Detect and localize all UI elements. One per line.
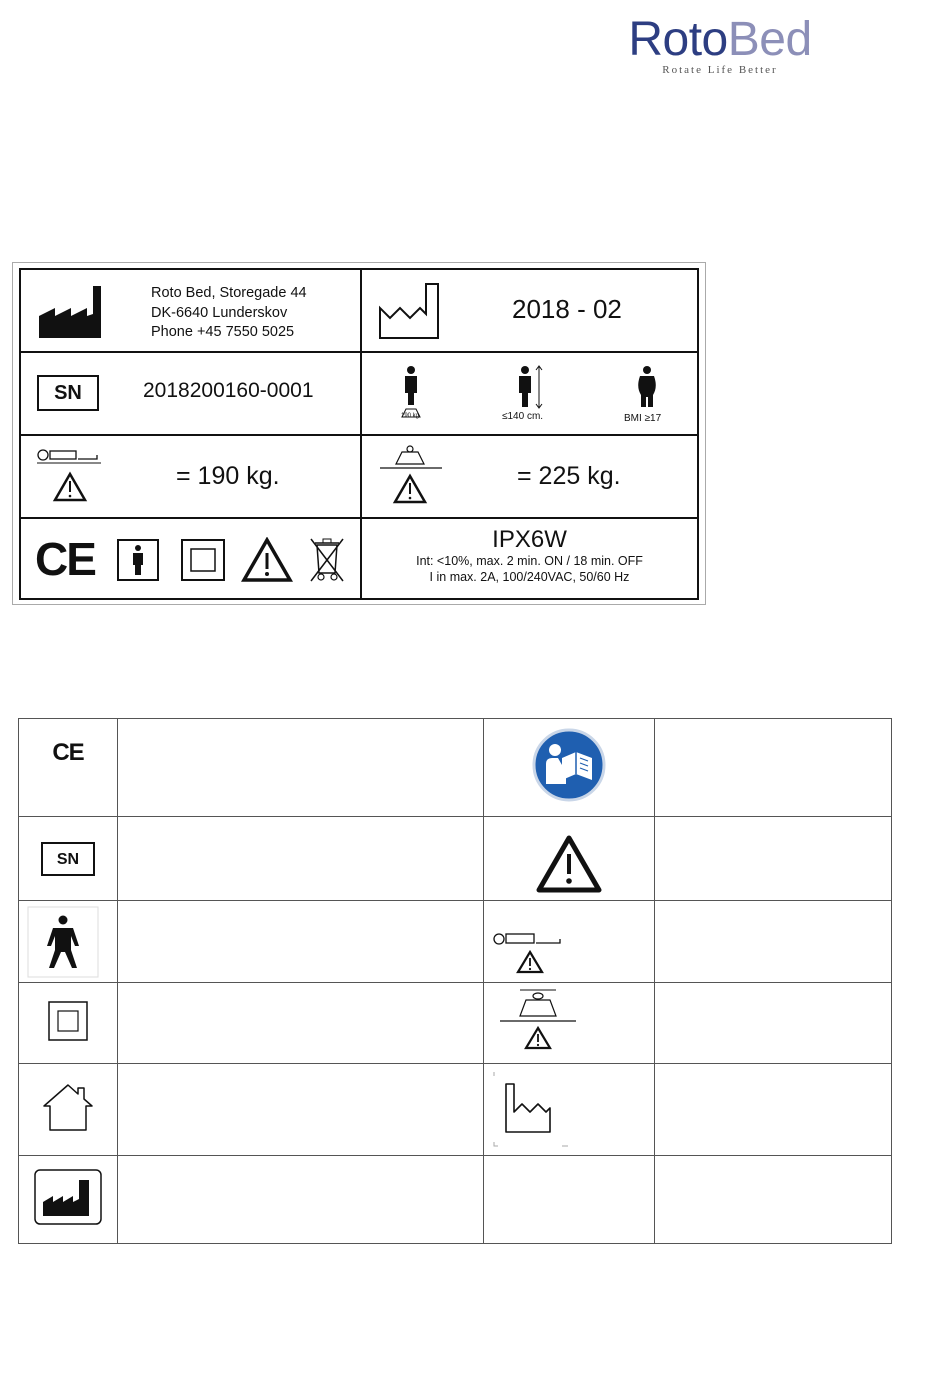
class-ii-icon — [48, 1001, 88, 1041]
weee-bin-icon — [307, 535, 347, 583]
max-patient-weight-cell — [21, 436, 362, 519]
manufacturer-icon — [33, 1168, 103, 1226]
power-spec: I in max. 2A, 100/240VAC, 50/60 Hz — [429, 570, 630, 584]
intermittent-spec: Int: <10%, max. 2 min. ON / 18 min. OFF — [416, 554, 643, 568]
table-row — [19, 1156, 892, 1244]
compliance-symbols-cell — [21, 519, 362, 598]
description-cell — [655, 719, 892, 817]
date-of-manufacture-icon — [378, 282, 440, 340]
symbol-cell — [484, 1156, 655, 1244]
serial-number: 2018200160-0001 — [143, 379, 314, 402]
manufacture-date-cell — [362, 270, 697, 353]
serial-cell — [21, 353, 362, 436]
description-cell — [117, 901, 483, 983]
max-patient-weight-icon — [35, 448, 105, 506]
sn-icon: SN — [37, 375, 99, 411]
description-cell — [117, 719, 483, 817]
description-cell — [117, 817, 483, 901]
description-cell — [117, 1064, 483, 1156]
safe-working-load-cell — [362, 436, 697, 519]
table-row — [19, 901, 892, 983]
height-label: ≤140 cm. — [502, 411, 544, 422]
product-label — [12, 262, 706, 605]
table-row — [19, 719, 892, 817]
description-cell — [655, 1064, 892, 1156]
company-logo — [620, 14, 820, 76]
table-row — [19, 983, 892, 1064]
symbol-cell — [19, 817, 118, 901]
warning-triangle-icon — [535, 834, 603, 894]
description-cell — [655, 817, 892, 901]
sn-icon: SN — [41, 842, 95, 876]
ce-mark-icon: CE — [35, 533, 95, 585]
weight-icon-label: 190 kg — [401, 413, 420, 419]
symbol-cell — [19, 1064, 118, 1156]
manufacturer-cell — [21, 270, 362, 353]
table-row — [19, 817, 892, 901]
table-row — [19, 1064, 892, 1156]
ip-rating-cell — [362, 519, 697, 598]
person-height-icon — [514, 365, 544, 411]
description-cell — [655, 983, 892, 1064]
class-ii-icon — [181, 539, 225, 581]
indoor-use-icon — [40, 1082, 96, 1132]
description-cell — [117, 983, 483, 1064]
manufacturer-address: Roto Bed, Storegade 44 DK-6640 Lunderskov Phone +45 7550 5025 — [151, 285, 307, 340]
description-cell — [117, 1156, 483, 1244]
patient-criteria-cell — [362, 353, 697, 436]
safe-working-load-value: = 225 kg. — [517, 462, 621, 490]
date-of-manufacture-icon — [492, 1070, 572, 1150]
symbol-cell — [484, 1064, 655, 1156]
symbol-cell — [484, 901, 655, 983]
symbol-cell — [19, 983, 118, 1064]
symbol-cell — [484, 983, 655, 1064]
logo-wordmark: RotoBed — [628, 13, 812, 66]
manufacturer-icon — [37, 284, 103, 340]
read-manual-icon — [532, 728, 606, 802]
ce-mark-icon: CE — [52, 739, 84, 766]
person-bmi-icon — [634, 365, 660, 411]
type-b-applied-part-icon — [27, 906, 99, 978]
bmi-label: BMI ≥17 — [624, 413, 662, 424]
manufacture-date: 2018 - 02 — [512, 294, 622, 324]
warning-triangle-icon — [241, 537, 293, 583]
description-cell — [655, 901, 892, 983]
symbol-cell — [19, 901, 118, 983]
symbol-cell — [484, 817, 655, 901]
logo-tagline: Rotate Life Better — [662, 64, 778, 76]
symbol-cell — [484, 719, 655, 817]
ip-rating: IPX6W — [492, 526, 567, 553]
description-cell — [655, 1156, 892, 1244]
symbol-cell — [19, 1156, 118, 1244]
max-patient-weight-icon — [490, 906, 570, 978]
symbol-cell — [19, 719, 118, 817]
max-patient-weight-value: = 190 kg. — [176, 462, 280, 490]
safe-working-load-icon — [496, 988, 580, 1058]
symbol-explanation-table — [18, 718, 892, 1244]
type-b-applied-part-icon — [117, 539, 159, 581]
safe-working-load-icon — [378, 444, 446, 506]
